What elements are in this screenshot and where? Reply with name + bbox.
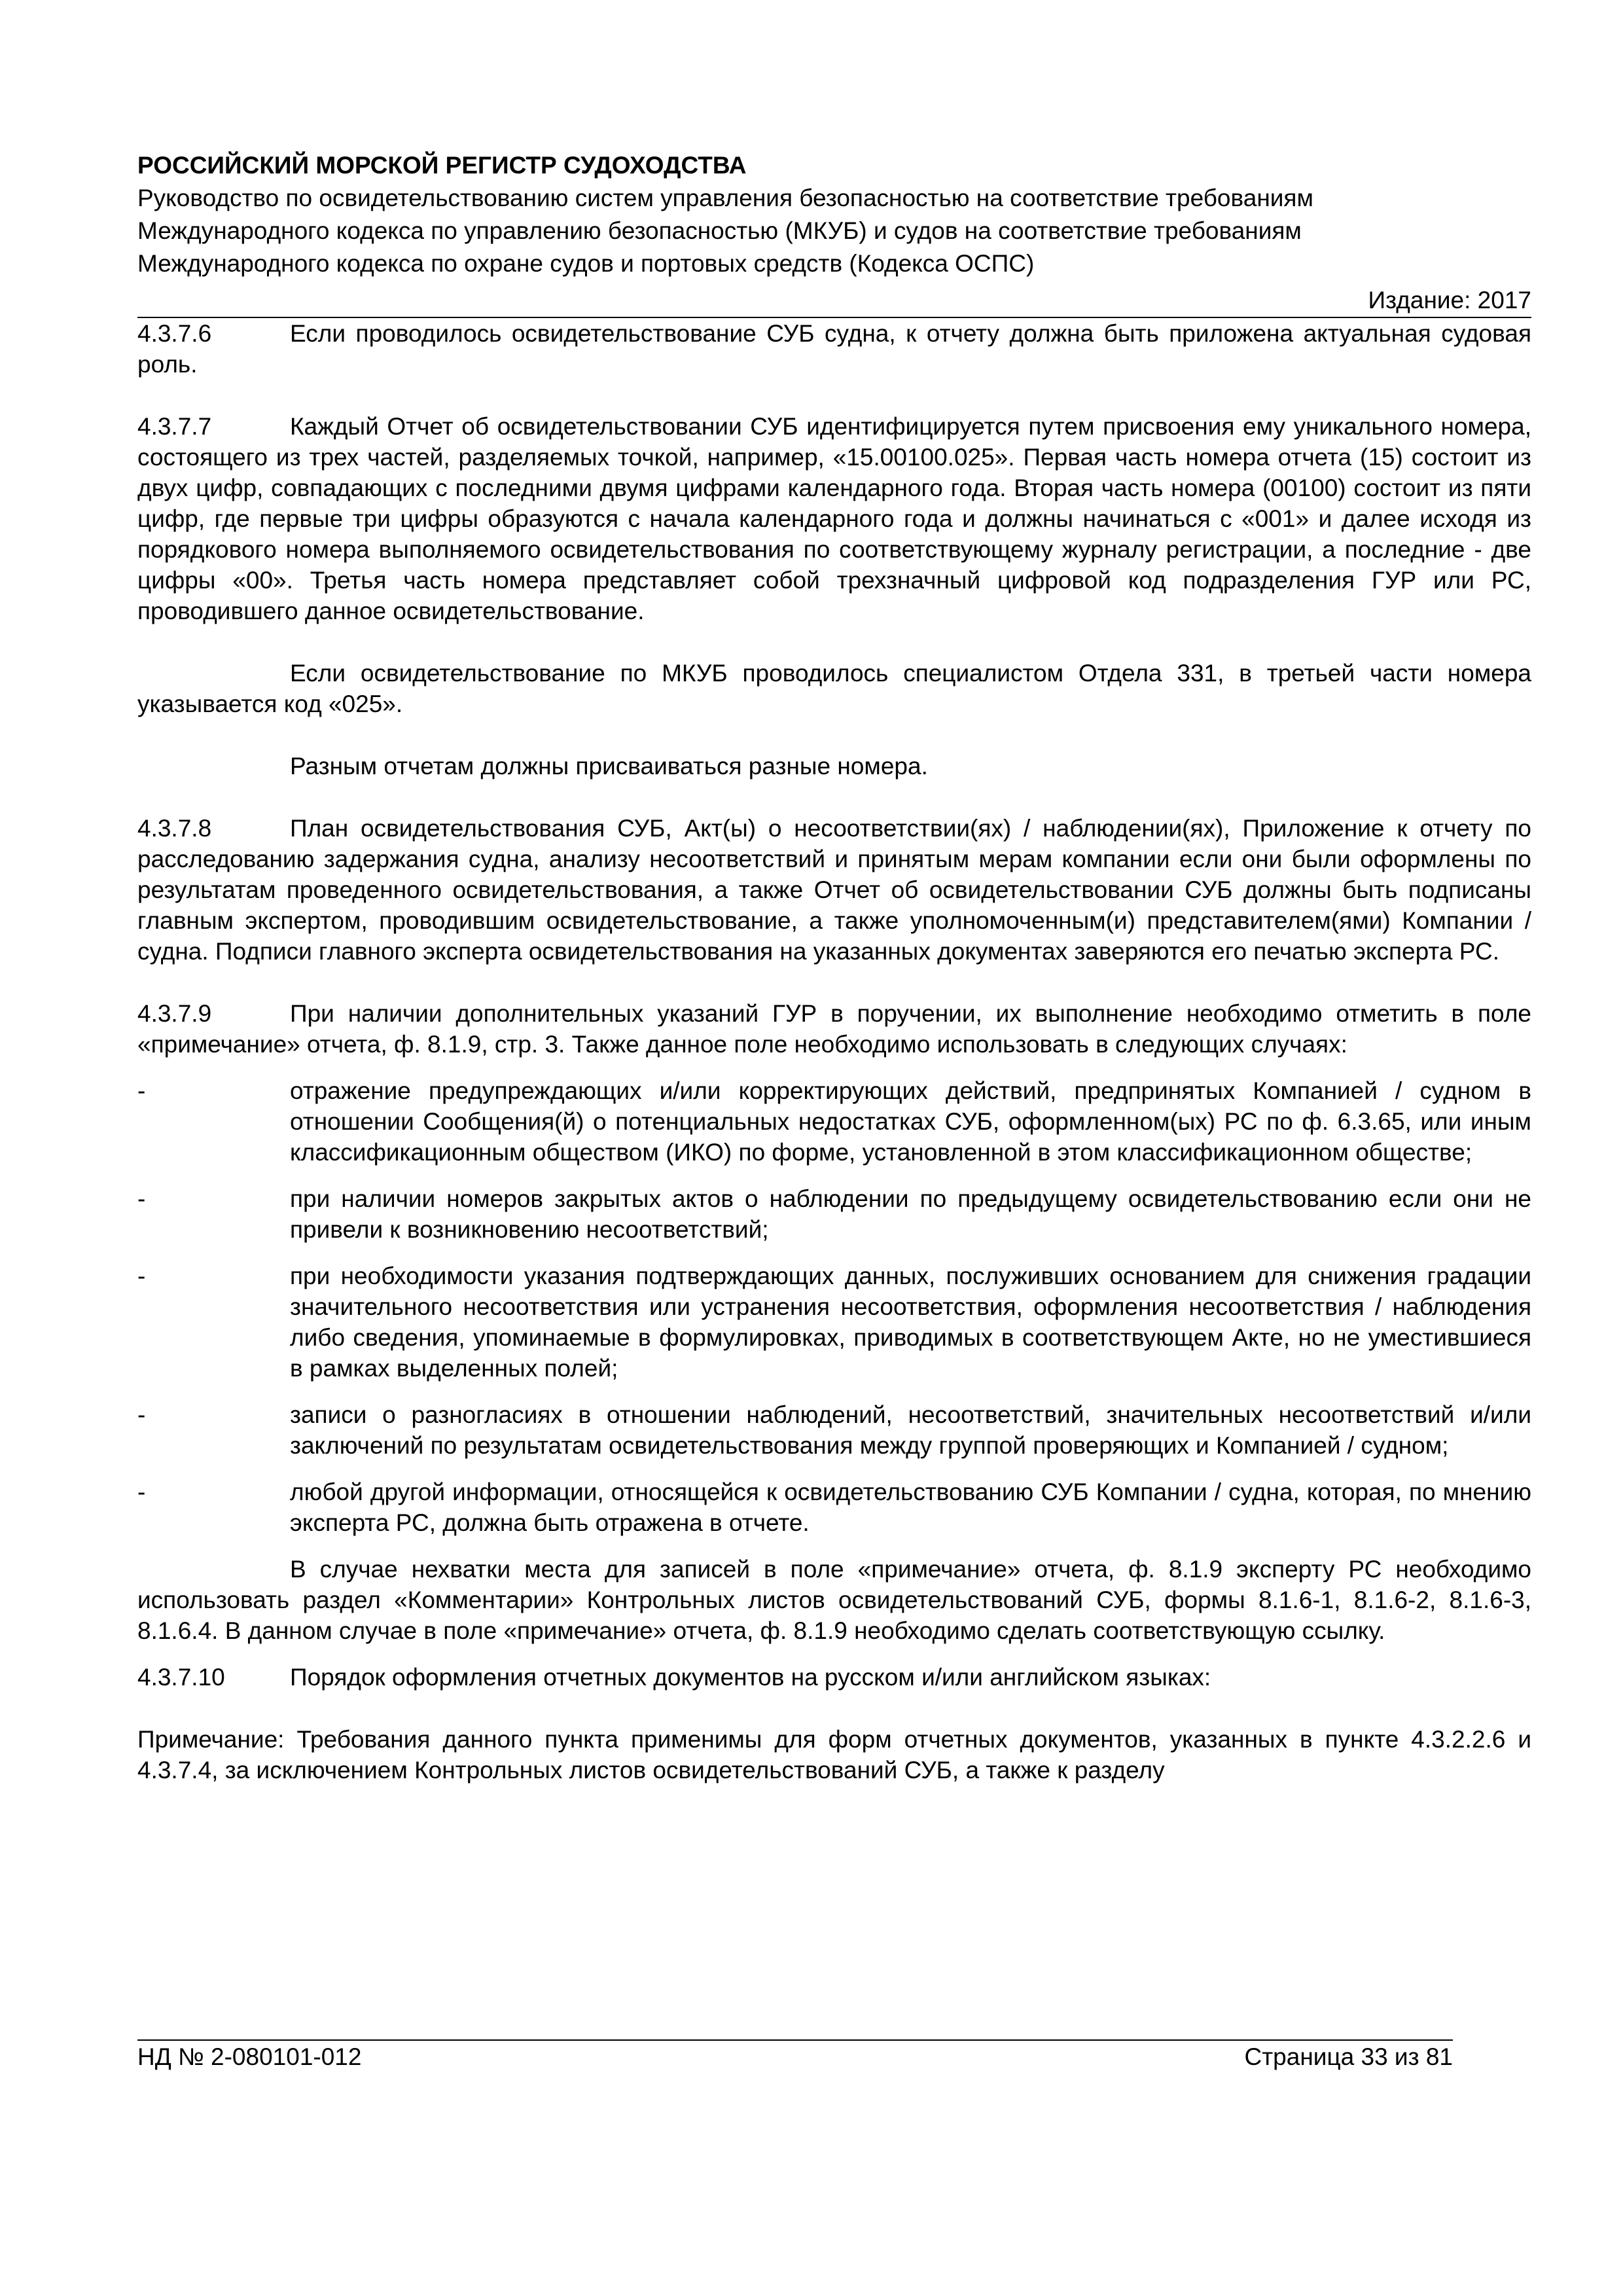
paragraph-number: 4.3.7.10 bbox=[137, 1664, 225, 1691]
footer-row bbox=[137, 2041, 1453, 2073]
dash-marker: - bbox=[137, 1479, 146, 1505]
bullet-list bbox=[137, 1075, 1531, 1538]
paragraph-4-3-7-7-department: Если освидетельствование по МКУБ проводилось специалистом Отдела 331, в третьей части номера указывается код «025». bbox=[137, 660, 1531, 717]
page-number: Страница 33 из 81 bbox=[1244, 2043, 1453, 2070]
paragraph-text: Каждый Отчет об освидетельствовании СУБ идентифицируется путем присвоения ему уникального номера, состоящего из трех частей, разделяемых точкой, например, «15.00100.025». Первая часть номера отчета (15) состоит из двух цифр, совпадающих с последними двумя цифрами календарного года. Вторая часть номера (00100) состоит из пяти цифр, где первые три цифры образуются с начала календарного года и должны начинаться с «001» и далее исходя из порядкового номера выполняемого освидетельствования по соответствующему журналу регистрации, а последние - две цифры «00». Третья часть номера представляет собой трехзначный цифровой код подразделения ГУР или РС, проводившего данное освидетельствование. bbox=[137, 413, 1531, 624]
document-body bbox=[137, 318, 1531, 1785]
list-item-text: при необходимости указания подтверждающих данных, послуживших основанием для снижения градации значительного несоответствия или устранения несоответствия, оформления несоответствия / наблюдения либо сведения, упоминаемые в формулировках, приводимых в соответствующем Акте, но не уместившиеся в рамках выделенных полей; bbox=[290, 1263, 1531, 1382]
list-item-text: при наличии номеров закрытых актов о наблюдении по предыдущему освидетельствованию если они не привели к возникновению несоответствий; bbox=[290, 1185, 1531, 1243]
paragraph-4-3-7-7 bbox=[137, 411, 1531, 626]
dash-marker: - bbox=[137, 1401, 146, 1428]
paragraph-number: 4.3.7.8 bbox=[137, 815, 212, 842]
document-footer bbox=[137, 2039, 1453, 2073]
list-item-text: записи о разногласиях в отношении наблюдений, несоответствий, значительных несоответствий и/или заключений по результатам освидетельствования между группой проверяющих и Компанией / судном; bbox=[290, 1401, 1531, 1459]
document-header bbox=[137, 149, 1531, 318]
list-item bbox=[137, 1075, 1531, 1168]
paragraph-4-3-7-9-comments: В случае нехватки места для записей в поле «примечание» отчета, ф. 8.1.9 эксперту РС необходимо использовать раздел «Комментарии» Контрольных листов освидетельствований СУБ, формы 8.1.6-1, 8.1.6-2, 8.1.6-3, 8.1.6.4. В данном случае в поле «примечание» отчета, ф. 8.1.9 необходимо сделать соответствующую ссылку. bbox=[137, 1556, 1531, 1644]
dash-marker: - bbox=[137, 1077, 146, 1104]
paragraph-4-3-7-8 bbox=[137, 813, 1531, 967]
paragraph-text: Порядок оформления отчетных документов на русском и/или английском языках: bbox=[290, 1664, 1211, 1691]
paragraph-4-3-7-6 bbox=[137, 318, 1531, 380]
list-item-text: любой другой информации, относящейся к освидетельствованию СУБ Компании / судна, которая, по мнению эксперта РС, должна быть отражена в отчете. bbox=[290, 1479, 1531, 1536]
dash-marker: - bbox=[137, 1263, 146, 1289]
note-paragraph: Примечание: Требования данного пункта применимы для форм отчетных документов, указанных в пункте 4.3.2.2.6 и 4.3.7.4, за исключением Контрольных листов освидетельствований СУБ, а также к разделу bbox=[137, 1726, 1531, 1784]
paragraph-number: 4.3.7.6 bbox=[137, 320, 212, 347]
edition-label: Издание: 2017 bbox=[1368, 287, 1531, 314]
paragraph-4-3-7-7-unique-numbers: Разным отчетам должны присваиваться разные номера. bbox=[290, 753, 928, 780]
list-item-text: отражение предупреждающих и/или корректирующих действий, предпринятых Компанией / судном в отношении Сообщения(й) о потенциальных недостатках СУБ, оформленном(ых) РС по ф. 6.3.65, или иным классификационным обществом (ИКО) по форме, установленной в этом классификационном обществе; bbox=[290, 1077, 1531, 1166]
paragraph-number: 4.3.7.7 bbox=[137, 413, 212, 440]
paragraph-number: 4.3.7.9 bbox=[137, 1000, 212, 1027]
document-title-line-2: Международного кодекса по управлению безопасностью (МКУБ) и судов на соответствие требованиям bbox=[137, 217, 1302, 244]
list-item bbox=[137, 1399, 1531, 1461]
paragraph-text: Если проводилось освидетельствование СУБ судна, к отчету должна быть приложена актуальная судовая роль. bbox=[137, 320, 1531, 378]
organization-name: РОССИЙСКИЙ МОРСКОЙ РЕГИСТР СУДОХОДСТВА bbox=[137, 152, 747, 179]
list-item bbox=[137, 1261, 1531, 1384]
document-title-line-1: Руководство по освидетельствованию систем управления безопасностью на соответствие требованиям bbox=[137, 185, 1313, 211]
dash-marker: - bbox=[137, 1185, 146, 1212]
list-item bbox=[137, 1183, 1531, 1245]
paragraph-text: План освидетельствования СУБ, Акт(ы) о несоответствии(ях) / наблюдении(ях), Приложение к отчету по расследованию задержания судна, анализу несоответствий и принятым мерам компании если они были оформлены по результатам проведенного освидетельствования, а также Отчет об освидетельствовании СУБ должны быть подписаны главным экспертом, проводившим освидетельствование, а также уполномоченным(и) представителем(ями) Компании / судна. Подписи главного эксперта освидетельствования на указанных документах заверяются его печатью эксперта РС. bbox=[137, 815, 1531, 965]
page bbox=[137, 149, 1531, 1817]
document-number: НД № 2-080101-012 bbox=[137, 2043, 362, 2070]
paragraph-4-3-7-10 bbox=[137, 1662, 1531, 1693]
paragraph-text: При наличии дополнительных указаний ГУР в поручении, их выполнение необходимо отметить в поле «примечание» отчета, ф. 8.1.9, стр. 3. Также данное поле необходимо использовать в следующих случаях: bbox=[137, 1000, 1531, 1058]
paragraph-4-3-7-9 bbox=[137, 998, 1531, 1060]
list-item bbox=[137, 1477, 1531, 1538]
document-title-line-3: Международного кодекса по охране судов и портовых средств (Кодекса ОСПС) bbox=[137, 250, 1035, 277]
